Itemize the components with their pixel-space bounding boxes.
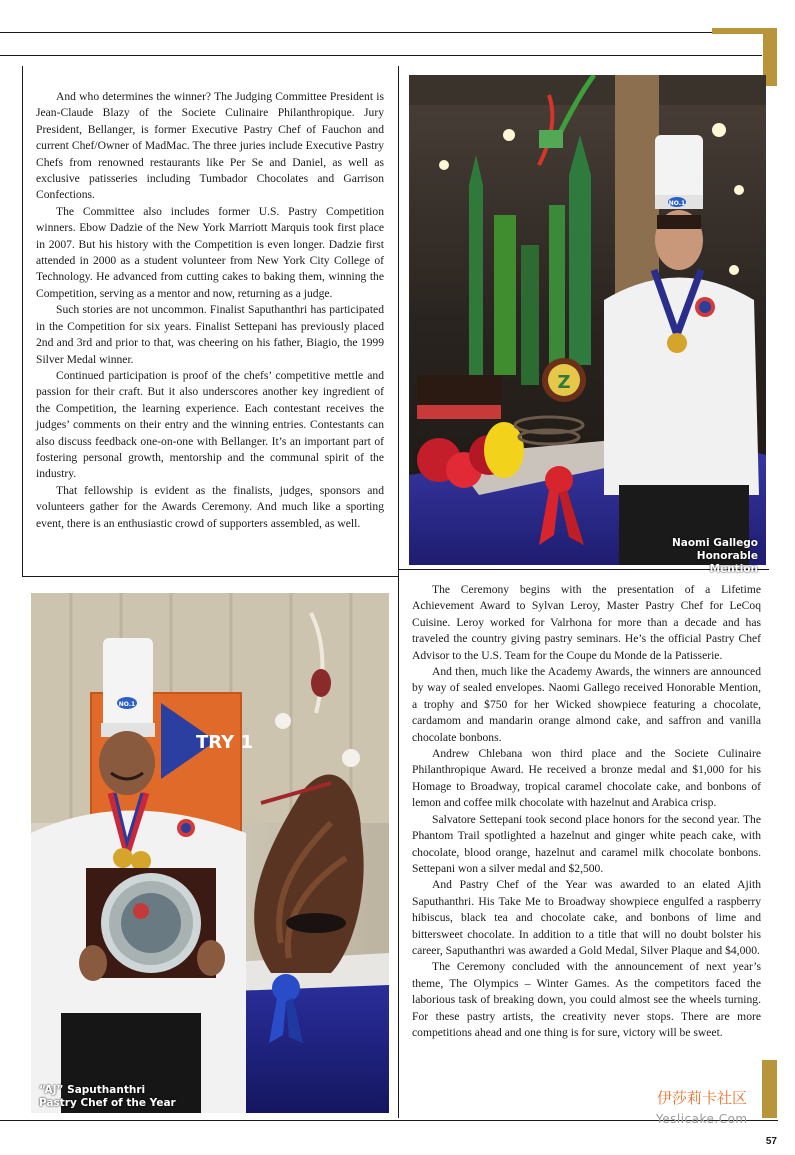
caption-title: Pastry Chef of the Year [39, 1097, 176, 1109]
showpiece-letter: Z [557, 372, 571, 393]
photo-naomi-gallego [409, 75, 766, 565]
left-column-bottom-rule [22, 576, 399, 577]
hat-badge-text: NO.1 [118, 701, 136, 708]
banner-text: TRY 1 [196, 732, 253, 753]
paragraph: Andrew Chlebana won third place and the Societe Culinaire Philanthropique Award. He received a bronze medal and $1,000 for his Homage to Broadway, tropical caramel chocolate cake, and bonbons of lemon and coffee milk chocolate with hazelnut and Arabica crisp. [412, 747, 761, 810]
caption-title: Honorable Mention [696, 550, 758, 575]
watermark-chinese: 伊莎莉卡社区 [657, 1089, 748, 1107]
paragraph: Such stories are not uncommon. Finalist Saputhanthri has participated in the Competition for six years. Finalist Settepani has previously placed 2nd and 3rd and prior to that, was cheering on his father, Biagio, the 1999 Silver Medal winner. [36, 303, 384, 366]
header-rule [0, 32, 762, 33]
paragraph: And then, much like the Academy Awards, the winners are announced by way of sealed envelopes. Naomi Gallego received Honorable Mention, a trophy and $750 for her Wicked showpiece featuring a chocolate, cardamom and mandarin orange almond cake, and saffron and vanilla chocolate bonbons. [412, 665, 761, 744]
paragraph: The Ceremony concluded with the announcement of next year’s theme, The Olympics – Winter Games. As the competitors faced the laborious task of breaking down, you could almost see the wheels turning. For these pastry artists, the creativity never stops. There are more competitions ahead and one thing is for sure, victory will be sweet. [412, 960, 761, 1039]
caption-name: Naomi Gallego [671, 537, 758, 549]
paragraph: And Pastry Chef of the Year was awarded to an elated Ajith Saputhanthri. His Take Me to Broadway showpiece engulfed a raspberry hibiscus, black tea and chocolate cake, and bonbons of lime and bittersweet chocolate. In addition to a title that will no doubt bolster his career, Saputhanthri was awarded a Gold Medal, Silver Plaque and $4,000. [412, 878, 761, 957]
paragraph: And who determines the winner? The Judging Committee President is Jean-Claude Blazy of the Societe Culinaire Philanthropique. Jury President, Bellanger, is former Executive Pastry Chef of Fauchon and current Chef/Owner of MadMac. The three juries include Executive Pastry Chefs from renowned restaurants like Per Se and Daniel, as well as exclusive patisseries including Tumbador Chocolates and Garrison Confections. [36, 90, 384, 202]
caption-naomi-gallego [648, 537, 758, 576]
gold-corner-accent-bottom [762, 1060, 777, 1118]
gold-corner-accent-top-bar [712, 28, 777, 34]
caption-name: “AJ” Saputhanthri [39, 1084, 146, 1096]
photo-aj-saputhanthri-image [31, 593, 389, 1113]
header-rule-lower [0, 55, 762, 56]
hat-badge-text: NO.1 [668, 200, 686, 207]
paragraph: Continued participation is proof of the chefs’ competitive mettle and passion for their craft. But it also underscores another key ingredient of the Competition, the learning experience. Each contestant receives the judges’ comments on their entry and the winning entries. Contestants can also discuss feedback one-on-one with Bellanger. It’s an important part of fostering personal growth, mentorship and the communal spirit of the industry. [36, 368, 384, 481]
photo-aj-saputhanthri [31, 593, 389, 1113]
photo-naomi-gallego-image [409, 75, 766, 565]
paragraph: The Ceremony begins with the presentation of a Lifetime Achievement Award to Sylvan Leroy, Master Pastry Chef for LeCoq Cuisine. Leroy worked for Valrhona for more than a decade and has traveled the country giving pastry seminars. He’s the official Pastry Chef Advisor to the U.S. Team for the Coupe du Monde de la Patisserie. [412, 583, 761, 662]
left-column-border [22, 66, 23, 576]
center-divider [398, 66, 399, 1118]
paragraph: That fellowship is evident as the finalists, judges, sponsors and volunteers gather for the Awards Ceremony. And much like a sporting event, there is an enthusiastic crowd of supporters assembled, as well. [36, 483, 384, 530]
paragraph: Salvatore Settepani took second place honors for the second year. The Phantom Trail spotlighted a hazelnut and ginger white peach cake, with chocolate, blood orange, hazelnut and caramel milk chocolate bonbons. Settepani won a silver medal and $2,500. [412, 812, 761, 875]
right-text-column [412, 582, 761, 1041]
watermark-site: Yeslicake.Com [656, 1112, 748, 1126]
left-text-column [36, 89, 384, 532]
page-number: 57 [765, 1136, 777, 1147]
paragraph: The Committee also includes former U.S. Pastry Competition winners. Ebow Dadzie of the New York Marriott Marquis took first place in 2007. But his history with the Competition is even longer. Dadzie first attended in 2000 as a student volunteer from New York City College of Technology. He advanced from cutting cakes to baking them, winning the Competition, serving as a mentor and now, returning as a judge. [36, 204, 384, 300]
caption-aj-saputhanthri [39, 1084, 176, 1110]
